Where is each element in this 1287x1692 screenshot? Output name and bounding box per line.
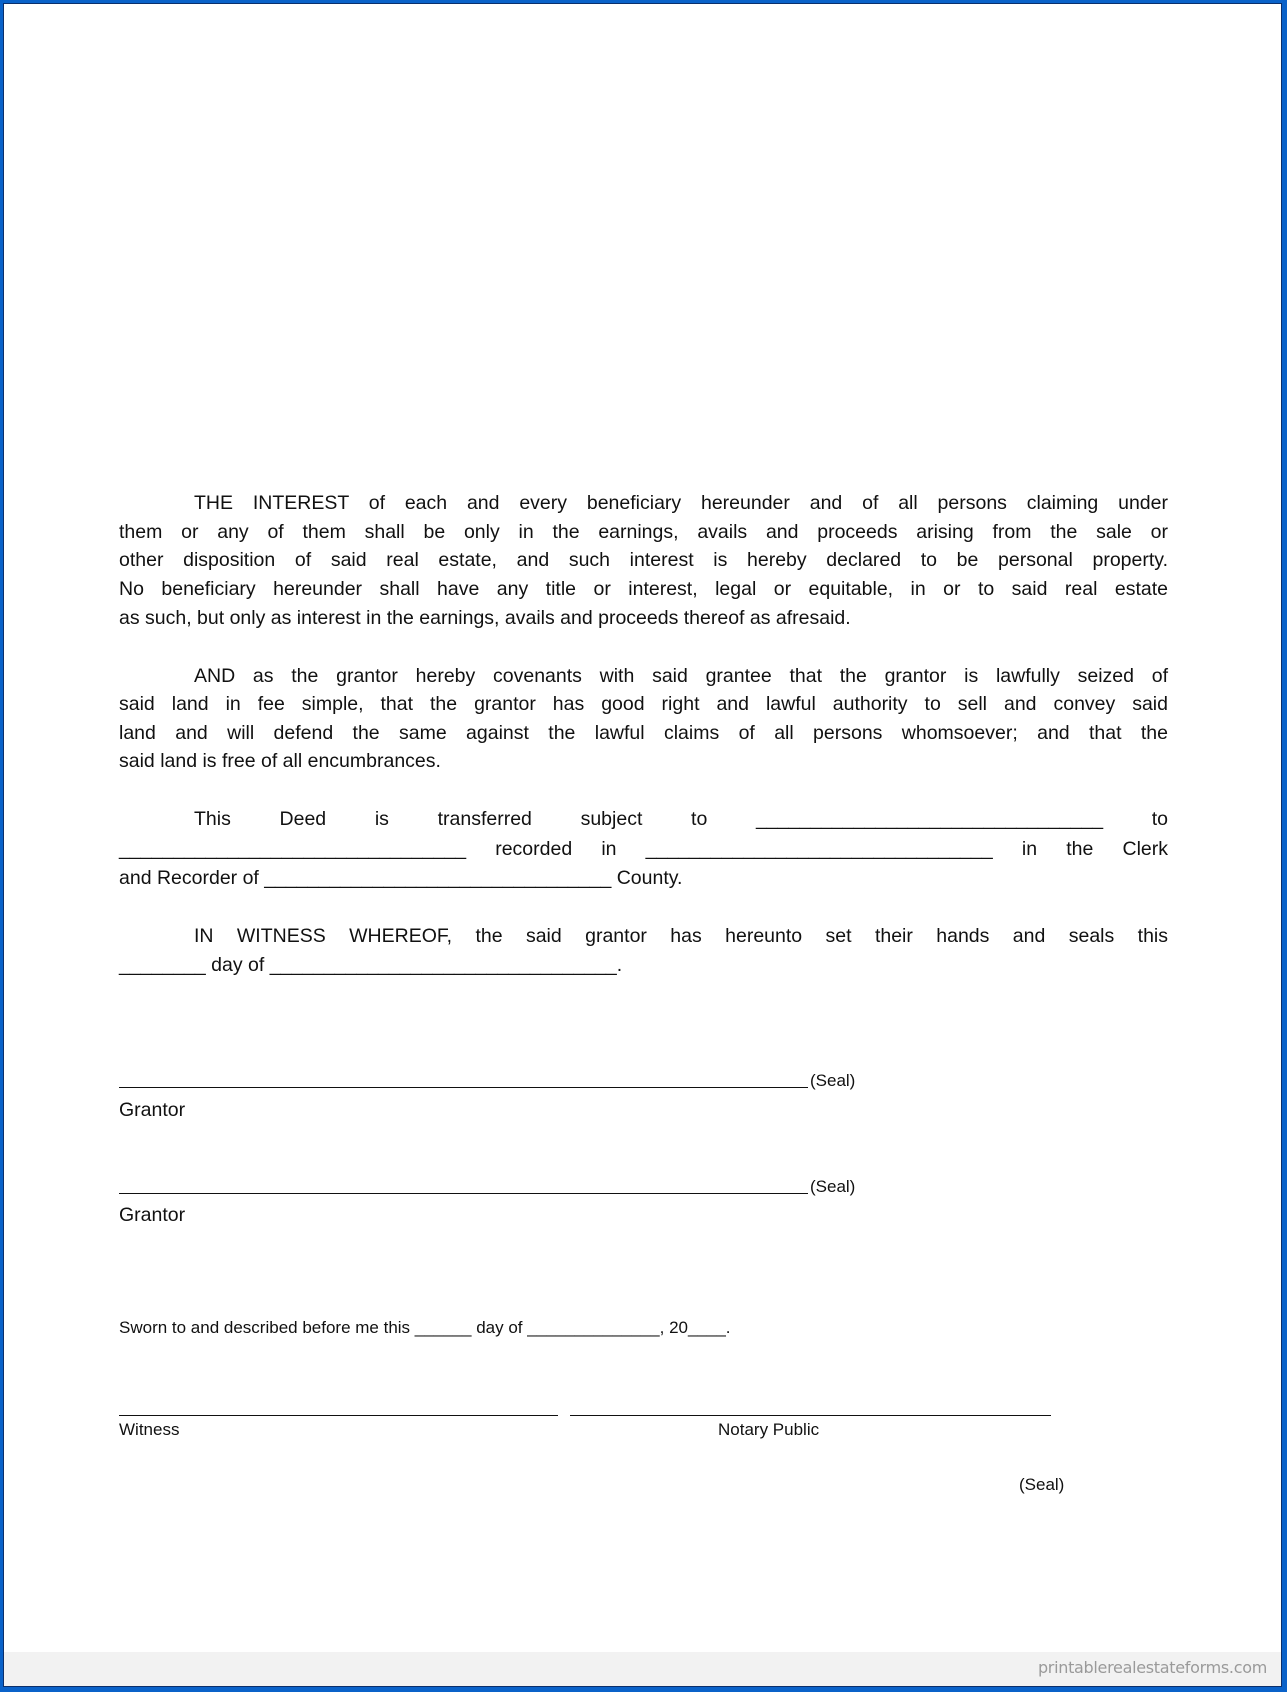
notary-signature-line xyxy=(570,1415,1051,1416)
p2-line: said land is free of all encumbrances. xyxy=(119,750,441,772)
document-page xyxy=(3,3,1282,1687)
p1-line: THE INTEREST of each and every beneficiary hereunder and of all persons claiming under xyxy=(194,492,1168,514)
grantor-signature-line-1 xyxy=(119,1087,808,1088)
seal-label: (Seal) xyxy=(810,1071,856,1090)
p1-line: No beneficiary hereunder shall have any title or interest, legal or equitable, in or to said real estate xyxy=(119,578,1168,600)
grantor-label: Grantor xyxy=(119,1099,186,1121)
p3-line: and Recorder of ________________________________ County. xyxy=(119,867,683,889)
p4-line: ________ day of ________________________________. xyxy=(119,954,623,976)
p2-line: AND as the grantor hereby covenants with said grantee that the grantor is lawfully seized of xyxy=(194,665,1168,687)
p2-line: land and will defend the same against the lawful claims of all persons whomsoever; and that the xyxy=(119,722,1168,744)
p2-line: said land in fee simple, that the grantor has good right and lawful authority to sell and convey said xyxy=(119,693,1168,715)
p1-line: as such, but only as interest in the earnings, avails and proceeds thereof as afresaid. xyxy=(119,607,851,629)
sworn-statement: Sworn to and described before me this ______ day of ______________, 20____. xyxy=(119,1318,731,1337)
p1-line: other disposition of said real estate, and such interest is hereby declared to be personal property. xyxy=(119,549,1168,571)
witness-signature-line xyxy=(119,1415,558,1416)
notary-seal-label: (Seal) xyxy=(1019,1475,1065,1494)
footer-bar xyxy=(4,1652,1281,1686)
watermark: printablerealestateforms.com xyxy=(1037,1658,1267,1677)
witness-label: Witness xyxy=(119,1420,180,1439)
p1-line: them or any of them shall be only in the earnings, avails and proceeds arising from the sale or xyxy=(119,521,1168,543)
grantor-label: Grantor xyxy=(119,1204,186,1226)
p4-line: IN WITNESS WHEREOF, the said grantor has hereunto set their hands and seals this xyxy=(194,925,1168,947)
notary-public-label: Notary Public xyxy=(718,1420,820,1439)
grantor-signature-line-2 xyxy=(119,1193,808,1194)
p3-line: ________________________________ recorded in ________________________________ in the Clerk xyxy=(119,838,1168,860)
p3-line: This Deed is transferred subject to ________________________________ to xyxy=(194,808,1168,830)
seal-label: (Seal) xyxy=(810,1177,856,1196)
